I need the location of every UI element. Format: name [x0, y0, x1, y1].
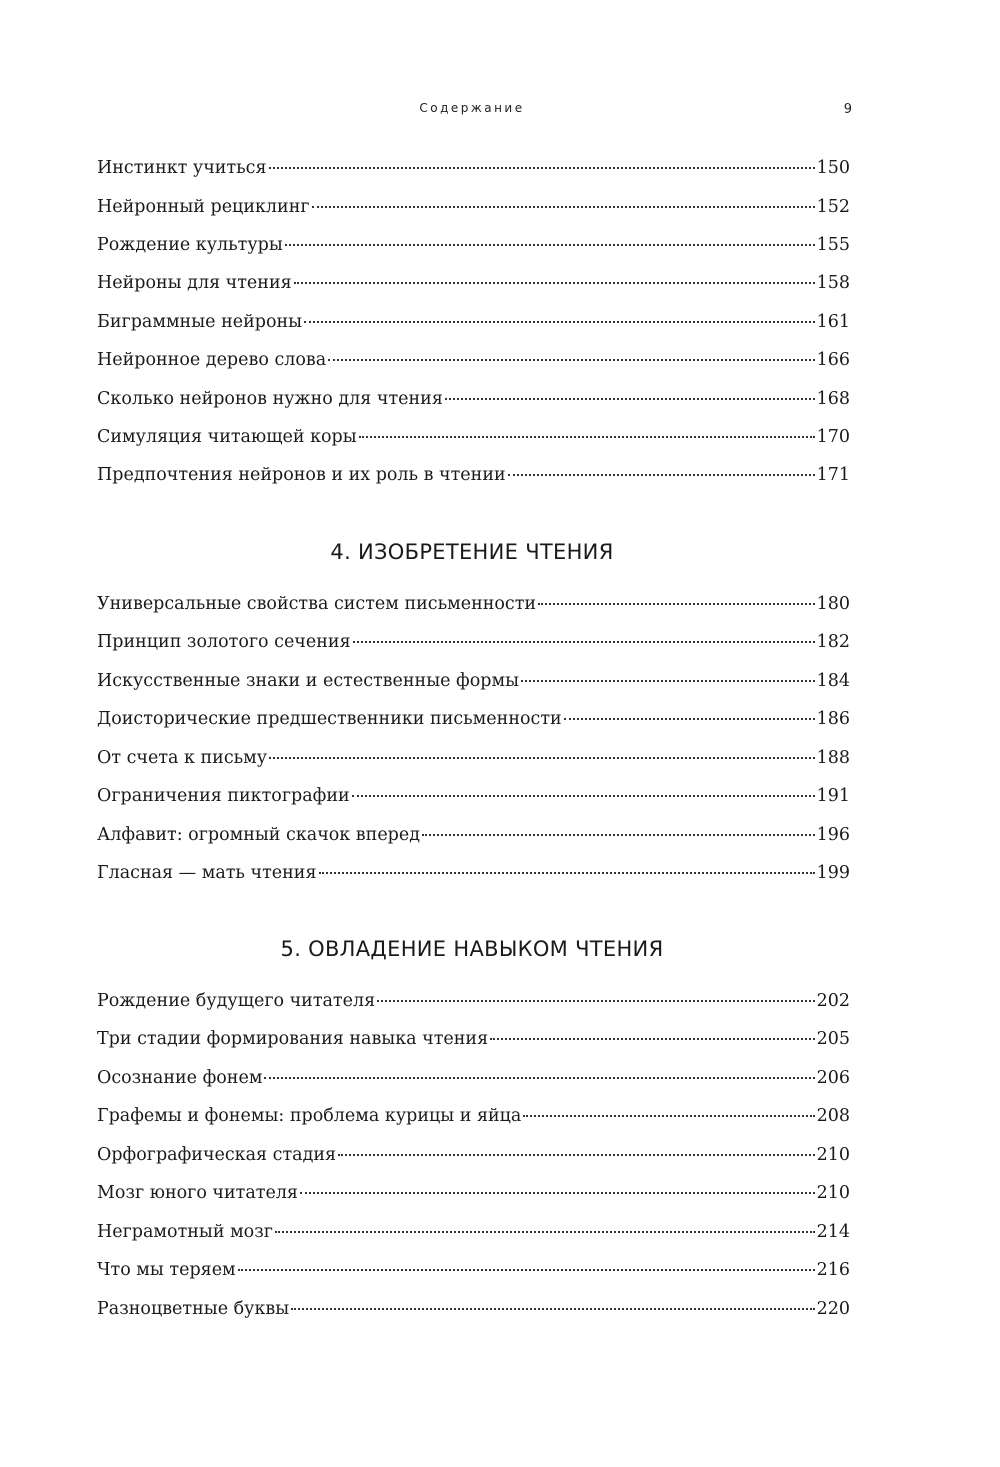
toc-entry-page: 150	[816, 158, 850, 178]
toc-entry[interactable]	[97, 389, 850, 415]
toc-entry-page: 210	[816, 1183, 850, 1203]
dot-leader	[377, 999, 814, 1002]
toc-entry[interactable]	[97, 1299, 850, 1325]
dot-leader	[269, 166, 815, 169]
toc-entry-title: Симуляция читающей коры	[97, 427, 357, 447]
toc-entry-page: 171	[816, 465, 850, 485]
toc-entry[interactable]	[97, 1183, 850, 1209]
toc-entry[interactable]	[97, 748, 850, 774]
toc-entry-page: 184	[816, 671, 850, 691]
toc-entry[interactable]	[97, 991, 850, 1017]
dot-leader	[300, 1191, 815, 1194]
toc-entry[interactable]	[97, 1260, 850, 1286]
toc-entry[interactable]	[97, 273, 850, 299]
toc-entry-title: Универсальные свойства систем письменности	[97, 594, 537, 614]
toc-entry[interactable]	[97, 825, 850, 851]
dot-leader	[304, 320, 815, 323]
toc-entry-page: 168	[816, 389, 850, 409]
toc-entry-page: 155	[816, 235, 850, 255]
toc-entry-title: Рождение культуры	[97, 235, 283, 255]
dot-leader	[291, 1307, 814, 1310]
toc-entry-title: Три стадии формирования навыка чтения	[97, 1029, 489, 1049]
toc-entry-page: 220	[816, 1299, 850, 1319]
toc-entry-page: 202	[816, 991, 850, 1011]
toc-entry[interactable]	[97, 235, 850, 261]
toc-entry[interactable]	[97, 427, 850, 453]
toc-entry-title: Мозг юного читателя	[97, 1183, 298, 1203]
toc-entry-title: Нейронное дерево слова	[97, 350, 327, 370]
toc-entry[interactable]	[97, 709, 850, 735]
toc-entry[interactable]	[97, 632, 850, 658]
toc-entry[interactable]	[97, 312, 850, 338]
toc-entry-page: 196	[816, 825, 850, 845]
dot-leader	[294, 281, 815, 284]
toc-entry-title: Предпочтения нейронов и их роль в чтении	[97, 465, 506, 485]
dot-leader	[264, 1076, 814, 1079]
toc-entry-page: 199	[816, 863, 850, 883]
toc-entry-title: Биграммные нейроны	[97, 312, 303, 332]
toc-entry[interactable]	[97, 158, 850, 184]
toc-entry-title: Принцип золотого сечения	[97, 632, 351, 652]
chapter-heading[interactable]: 5. ОВЛАДЕНИЕ НАВЫКОМ ЧТЕНИЯ	[280, 937, 664, 961]
toc-entry-page: 170	[816, 427, 850, 447]
dot-leader	[490, 1037, 814, 1040]
toc-entry-title: Орфографическая стадия	[97, 1145, 337, 1165]
chapter-heading[interactable]: 4. ИЗОБРЕТЕНИЕ ЧТЕНИЯ	[330, 540, 614, 564]
toc-entry-page: 161	[816, 312, 850, 332]
toc-entry-title: Алфавит: огромный скачок вперед	[97, 825, 421, 845]
toc-entry[interactable]	[97, 1222, 850, 1248]
toc-entry-title: Ограничения пиктографии	[97, 786, 350, 806]
page-number: 9	[843, 102, 852, 117]
toc-entry-page: 210	[816, 1145, 850, 1165]
toc-entry[interactable]	[97, 1029, 850, 1055]
toc-entry-page: 205	[816, 1029, 850, 1049]
toc-entry[interactable]	[97, 465, 850, 491]
toc-entry-page: 186	[816, 709, 850, 729]
toc-entry-title: Разноцветные буквы	[97, 1299, 290, 1319]
toc-entry[interactable]	[97, 1068, 850, 1094]
toc-entry[interactable]	[97, 594, 850, 620]
toc-entry-title: Инстинкт учиться	[97, 158, 267, 178]
dot-leader	[238, 1268, 815, 1271]
dot-leader	[285, 243, 815, 246]
toc-entry-page: 214	[816, 1222, 850, 1242]
toc-entry-title: Осознание фонем	[97, 1068, 263, 1088]
dot-leader	[521, 679, 815, 682]
running-header-title: Содержание	[419, 101, 525, 115]
toc-entry[interactable]	[97, 1145, 850, 1171]
toc-entry-page: 152	[816, 197, 850, 217]
toc-entry-title: От счета к письму	[97, 748, 268, 768]
dot-leader	[445, 397, 815, 400]
dot-leader	[508, 473, 815, 476]
toc-entry[interactable]	[97, 197, 850, 223]
toc-entry[interactable]	[97, 863, 850, 889]
dot-leader	[564, 717, 815, 720]
dot-leader	[312, 205, 815, 208]
dot-leader	[359, 435, 815, 438]
toc-entry-title: Искусственные знаки и естественные формы	[97, 671, 520, 691]
dot-leader	[538, 602, 815, 605]
dot-leader	[275, 1230, 815, 1233]
toc-entry-title: Нейронный рециклинг	[97, 197, 310, 217]
toc-entry-title: Нейроны для чтения	[97, 273, 292, 293]
toc-entry-page: 206	[816, 1068, 850, 1088]
toc-entry-title: Доисторические предшественники письменности	[97, 709, 562, 729]
dot-leader	[352, 794, 815, 797]
dot-leader	[269, 756, 815, 759]
toc-entry-page: 158	[816, 273, 850, 293]
toc-entry-title: Гласная — мать чтения	[97, 863, 317, 883]
dot-leader	[338, 1153, 815, 1156]
toc-entry-page: 180	[816, 594, 850, 614]
dot-leader	[319, 871, 815, 874]
toc-entry-title: Рождение будущего читателя	[97, 991, 376, 1011]
toc-entry-page: 208	[816, 1106, 850, 1126]
toc-entry-page: 166	[816, 350, 850, 370]
dot-leader	[353, 640, 815, 643]
toc-entry-title: Сколько нейронов нужно для чтения	[97, 389, 443, 409]
toc-entry[interactable]	[97, 350, 850, 376]
toc-entry[interactable]	[97, 671, 850, 697]
dot-leader	[422, 833, 815, 836]
toc-entry-page: 188	[816, 748, 850, 768]
toc-entry-page: 191	[816, 786, 850, 806]
toc-entry-title: Графемы и фонемы: проблема курицы и яйца	[97, 1106, 522, 1126]
toc-entry-page: 182	[816, 632, 850, 652]
toc-entry[interactable]	[97, 786, 850, 812]
dot-leader	[523, 1114, 814, 1117]
toc-entry-page: 216	[816, 1260, 850, 1280]
toc-entry[interactable]	[97, 1106, 850, 1132]
toc-entry-title: Неграмотный мозг	[97, 1222, 273, 1242]
toc-entry-title: Что мы теряем	[97, 1260, 236, 1280]
dot-leader	[328, 358, 814, 361]
